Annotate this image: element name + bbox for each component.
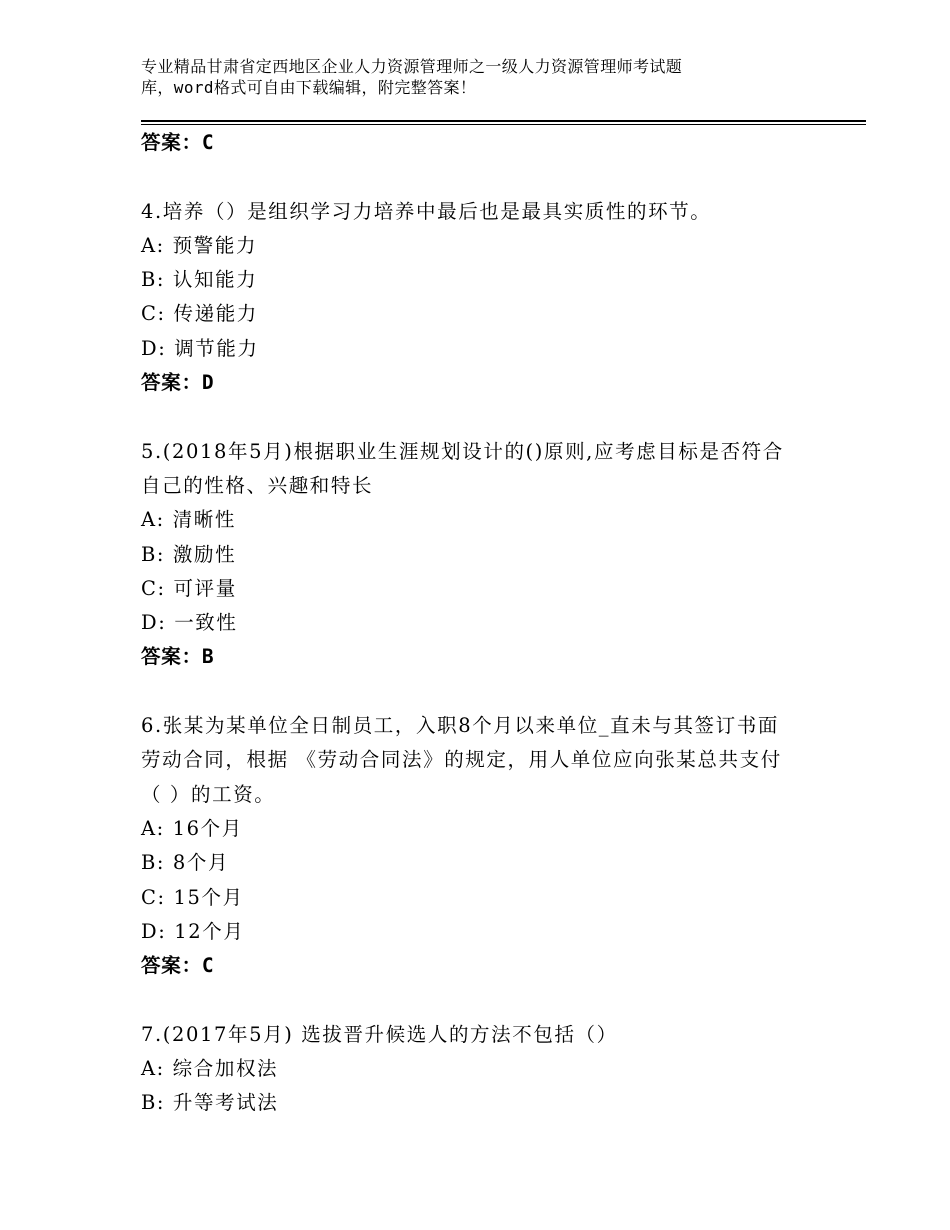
question-stem-line-1: 6.张某为某单位全日制员工，入职8个月以来单位_直未与其签订书面 <box>141 714 779 738</box>
header-divider-thick <box>141 120 866 122</box>
option-b: B: 8个月 <box>141 851 230 875</box>
spacer <box>141 983 831 1017</box>
option-a: A: 16个月 <box>141 816 243 840</box>
option-a: A: 综合加权法 <box>141 1057 279 1081</box>
answer-q3: 答案：C <box>141 131 215 154</box>
question-stem-line-2: 劳动合同，根据 《劳动合同法》的规定，用人单位应向张某总共支付 <box>141 748 782 772</box>
answer: 答案：B <box>141 645 215 669</box>
document-header <box>141 56 861 98</box>
option-d: D: 调节能力 <box>141 336 259 360</box>
answer: 答案：C <box>141 954 215 978</box>
question-6 <box>141 709 831 983</box>
header-divider-thin <box>141 124 866 125</box>
option-c: C: 可评量 <box>141 576 237 600</box>
option-a: A: 预警能力 <box>141 233 258 257</box>
answer: 答案：D <box>141 371 215 395</box>
question-stem: 7.(2017年5月) 选拔晋升候选人的方法不包括（） <box>141 1022 618 1046</box>
option-b: B: 升等考试法 <box>141 1091 279 1115</box>
header-title-line-2: 库，word格式可自由下载编辑，附完整答案！ <box>141 78 477 97</box>
question-5 <box>141 435 831 675</box>
question-stem: 4.培养（）是组织学习力培养中最后也是最具实质性的环节。 <box>141 199 712 223</box>
header-title-line-1: 专业精品甘肃省定西地区企业人力资源管理师之一级人力资源管理师考试题 <box>141 57 683 76</box>
spacer <box>141 400 831 434</box>
option-d: D: 一致性 <box>141 611 238 635</box>
question-stem-line-3: （ ）的工资。 <box>141 782 276 806</box>
option-c: C: 传递能力 <box>141 302 258 326</box>
option-d: D: 12个月 <box>141 919 245 943</box>
option-a: A: 清晰性 <box>141 508 236 532</box>
question-7 <box>141 1018 831 1121</box>
spacer <box>141 160 831 194</box>
option-b: B: 认知能力 <box>141 268 258 292</box>
option-c: C: 15个月 <box>141 885 244 909</box>
question-4 <box>141 195 831 401</box>
question-list <box>141 126 831 1121</box>
question-stem-line-1: 5.(2018年5月)根据职业生涯规划设计的()原则,应考虑目标是否符合 <box>141 439 784 463</box>
option-b: B: 激励性 <box>141 542 237 566</box>
question-stem-line-2: 自己的性格、兴趣和特长 <box>141 473 374 497</box>
spacer <box>141 675 831 709</box>
